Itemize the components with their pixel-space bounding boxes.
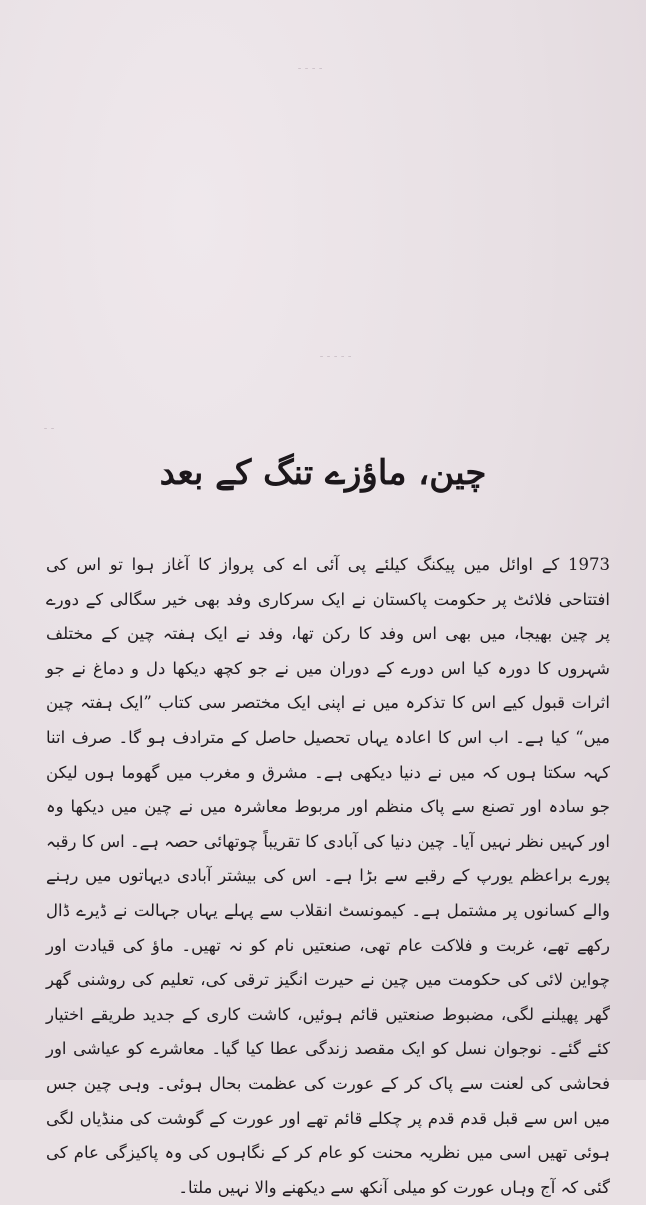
bleed-through-mark-left: ۔۔	[42, 418, 57, 432]
bleed-through-mark-middle: ۔۔۔۔۔	[318, 346, 354, 360]
paragraph: 1973 کے اوائل میں پیکنگ کیلئے پی آئی اے کی پرواز کا آغاز ہوا تو اس کی افتتاحی فلائٹ پر حکومت پاکستان نے ایک سرکاری وفد بھی خیر سگالی کے دورے پر چین بھیجا، میں بھی اس وفد کا رکن تھا، وفد نے ایک ہفتہ چین کے مختلف شہروں کا دورہ کیا اس دورے کے دوران میں نے جو کچھ دیکھا دل و دماغ نے جو اثرات قبول کیے اس کا تذکرہ میں نے اپنی ایک مختصر سی کتاب ”ایک ہفتہ چین میں“ کیا ہے۔ اب اس کا اعادہ یہاں تحصیل حاصل کے مترادف ہو گا۔ صرف اتنا کہہ سکتا ہوں کہ میں نے دنیا دیکھی ہے۔ مشرق و مغرب میں گھوما ہوں لیکن جو سادہ اور تصنع سے پاک منظم اور مربوط معاشرہ میں نے چین میں دیکھا وہ اور کہیں نظر نہیں آیا۔ چین دنیا کی آبادی کا تقریباً چوتھائی حصہ ہے۔ اس کا رقبہ پورے براعظم یورپ کے رقبے سے بڑا ہے۔ اس کی بیشتر آبادی دیہاتوں میں رہنے والے کسانوں پر مشتمل ہے۔ کیمونسٹ انقلاب سے پہلے یہاں جہالت نے ڈیرے ڈال رکھے تھے، غربت و فلاکت عام تھی، صنعتیں نام کو نہ تھیں۔ ماؤ کی قیادت اور چواین لائی کی حکومت میں چین نے حیرت انگیز ترقی کی، تعلیم کی روشنی گھر گھر پھیلنے لگی، مضبوط صنعتیں قائم ہوئیں، کاشت کاری کے جدید طریقے اختیار کئے گئے۔ نوجوان نسل کو ایک مقصد زندگی عطا کیا گیا۔ معاشرے کو عیاشی اور فحاشی کی لعنت سے پاک کر کے عورت کی عظمت بحال ہوئی۔ وہی چین جس میں اس سے قبل قدم قدم پر چکلے قائم تھے اور عورت کے گوشت کی منڈیاں لگی ہوئی تھیں اسی میں نظریہ محنت کو عام کر کے نگاہوں کی وہ پاکیزگی عام کی گئی کہ آج وہاں عورت کو میلی آنکھ سے دیکھنے والا نہیں ملتا۔	[46, 555, 610, 1197]
body-text	[46, 548, 610, 1205]
bleed-through-mark-top: ۔۔۔۔	[296, 58, 325, 72]
chapter-heading: چین، ماؤزے تنگ کے بعد	[159, 453, 487, 493]
